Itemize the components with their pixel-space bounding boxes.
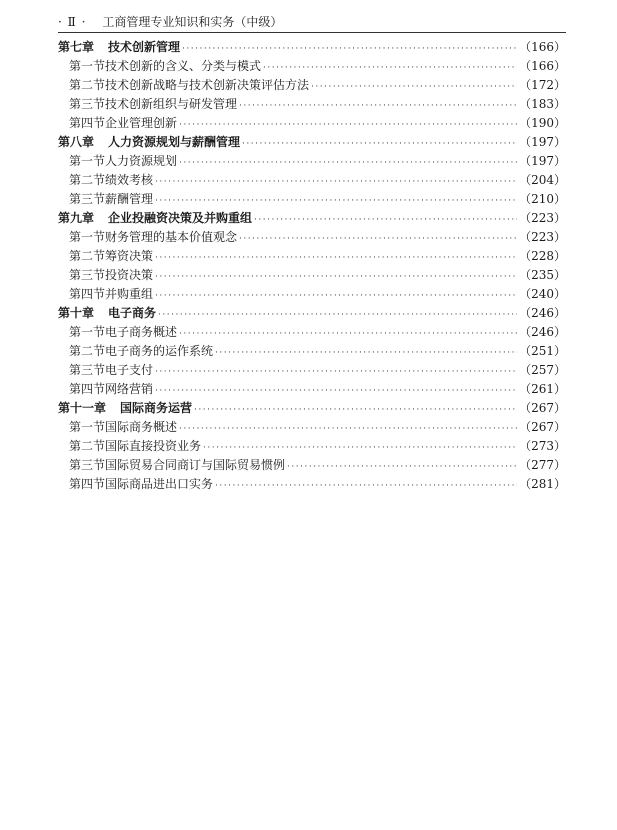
chapter-number: 第七章	[58, 40, 95, 54]
section-number: 第三节	[69, 97, 106, 111]
page-number-roman: · Ⅱ ·	[58, 15, 87, 29]
section-title: 并购重组	[105, 287, 154, 301]
section-title: 筹资决策	[105, 249, 154, 263]
chapter-number: 第八章	[58, 135, 95, 149]
page-reference: （197）	[519, 135, 566, 149]
page-reference: （172）	[519, 78, 566, 92]
section-number: 第三节	[69, 192, 106, 206]
toc-chapter-row	[58, 133, 566, 152]
toc-section-row	[58, 266, 566, 285]
toc-section-row	[58, 361, 566, 380]
section-number: 第三节	[69, 458, 106, 472]
section-title: 国际贸易合同商订与国际贸易惯例	[105, 458, 286, 472]
page-reference: （190）	[519, 116, 566, 130]
page-reference: （273）	[519, 439, 566, 453]
page-reference: （257）	[519, 363, 566, 377]
toc-section-row	[58, 152, 566, 171]
section-title: 财务管理的基本价值观念	[105, 230, 238, 244]
page-reference: （210）	[519, 192, 566, 206]
toc-section-row	[58, 114, 566, 133]
section-title: 投资决策	[105, 268, 154, 282]
page-reference: （246）	[519, 325, 566, 339]
section-number: 第三节	[69, 363, 106, 377]
section-number: 第四节	[69, 382, 106, 396]
toc-chapter-row	[58, 209, 566, 228]
section-title: 网络营销	[105, 382, 154, 396]
page-reference: （267）	[519, 420, 566, 434]
toc-section-row	[58, 418, 566, 437]
section-title: 电子支付	[105, 363, 154, 377]
page-reference: （223）	[519, 211, 566, 225]
page-reference: （166）	[519, 59, 566, 73]
page-reference: （261）	[519, 382, 566, 396]
section-title: 薪酬管理	[105, 192, 154, 206]
toc-section-row	[58, 380, 566, 399]
toc-section-row	[58, 76, 566, 95]
section-number: 第一节	[69, 154, 106, 168]
section-title: 技术创新组织与研发管理	[105, 97, 238, 111]
section-number: 第二节	[69, 249, 106, 263]
section-number: 第四节	[69, 477, 106, 491]
page-header	[58, 12, 566, 33]
page-reference: （166）	[519, 40, 566, 54]
section-title: 企业管理创新	[105, 116, 178, 130]
chapter-number: 第九章	[58, 211, 95, 225]
toc-section-row	[58, 342, 566, 361]
section-number: 第四节	[69, 287, 106, 301]
page-reference: （197）	[519, 154, 566, 168]
section-title: 电子商务的运作系统	[105, 344, 214, 358]
section-title: 国际商务概述	[105, 420, 178, 434]
chapter-title: 电子商务	[108, 306, 157, 320]
section-number: 第一节	[69, 420, 106, 434]
toc-section-row	[58, 285, 566, 304]
chapter-number: 第十一章	[58, 401, 107, 415]
page-reference: （183）	[519, 97, 566, 111]
section-title: 人力资源规划	[105, 154, 178, 168]
section-number: 第一节	[69, 325, 106, 339]
section-number: 第一节	[69, 230, 106, 244]
page-reference: （235）	[519, 268, 566, 282]
page-reference: （267）	[519, 401, 566, 415]
page-reference: （277）	[519, 458, 566, 472]
chapter-number: 第十章	[58, 306, 95, 320]
chapter-title: 企业投融资决策及并购重组	[108, 211, 253, 225]
toc-chapter-row	[58, 38, 566, 57]
section-number: 第四节	[69, 116, 106, 130]
section-title: 电子商务概述	[105, 325, 178, 339]
section-number: 第三节	[69, 268, 106, 282]
toc-section-row	[58, 57, 566, 76]
chapter-title: 技术创新管理	[108, 40, 181, 54]
section-title: 技术创新的含义、分类与模式	[105, 59, 262, 73]
toc-section-row	[58, 247, 566, 266]
section-number: 第二节	[69, 439, 106, 453]
toc-section-row	[58, 456, 566, 475]
book-title: 工商管理专业知识和实务（中级）	[102, 15, 283, 29]
toc-section-row	[58, 190, 566, 209]
toc-chapter-row	[58, 304, 566, 323]
section-title: 绩效考核	[105, 173, 154, 187]
chapter-title: 人力资源规划与薪酬管理	[108, 135, 241, 149]
toc-section-row	[58, 323, 566, 342]
page-reference: （204）	[519, 173, 566, 187]
section-title: 国际商品进出口实务	[105, 477, 214, 491]
toc-section-row	[58, 228, 566, 247]
section-title: 国际直接投资业务	[105, 439, 202, 453]
table-of-contents	[58, 38, 566, 494]
section-number: 第二节	[69, 78, 106, 92]
section-number: 第一节	[69, 59, 106, 73]
section-number: 第二节	[69, 344, 106, 358]
toc-section-row	[58, 437, 566, 456]
toc-section-row	[58, 171, 566, 190]
section-number: 第二节	[69, 173, 106, 187]
dot-leader	[215, 477, 517, 496]
page-reference: （251）	[519, 344, 566, 358]
page-reference: （246）	[519, 306, 566, 320]
page-reference: （228）	[519, 249, 566, 263]
section-title: 技术创新战略与技术创新决策评估方法	[105, 78, 310, 92]
page-reference: （240）	[519, 287, 566, 301]
toc-chapter-row	[58, 399, 566, 418]
page-reference: （281）	[519, 477, 566, 491]
chapter-title: 国际商务运营	[120, 401, 193, 415]
toc-section-row	[58, 95, 566, 114]
toc-section-row	[58, 475, 566, 494]
page-reference: （223）	[519, 230, 566, 244]
